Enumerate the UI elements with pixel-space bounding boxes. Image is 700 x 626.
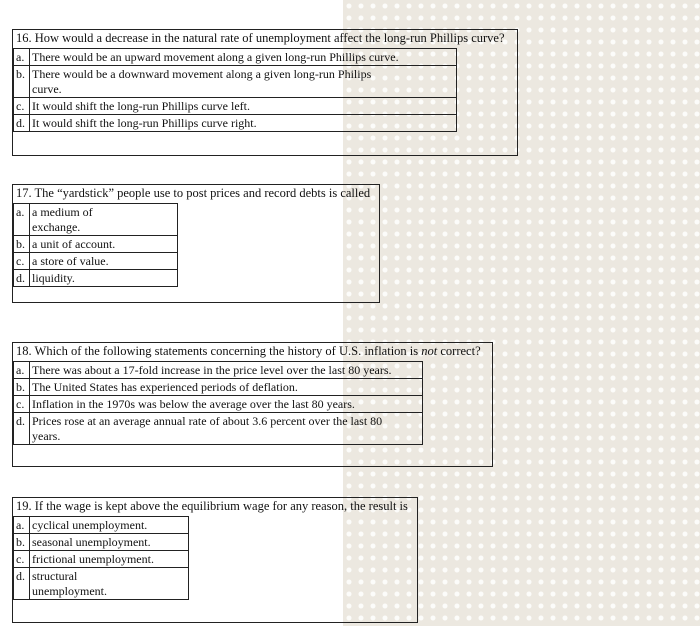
option-18a[interactable] (14, 362, 423, 379)
option-18c[interactable] (14, 396, 423, 413)
option-letter: a. (14, 204, 30, 236)
option-text: There was about a 17-fold increase in the price level over the last 80 years. (30, 362, 423, 379)
option-17b[interactable] (14, 236, 178, 253)
option-letter: a. (14, 517, 30, 534)
option-letter: c. (14, 551, 30, 568)
question-19-stem (16, 499, 408, 514)
question-text: How would a decrease in the natural rate of unemployment affect the long-run Phillips curve? (34, 31, 505, 45)
option-letter: d. (14, 568, 30, 600)
question-number: 19. (16, 499, 32, 513)
option-16d[interactable] (14, 115, 457, 132)
option-letter: d. (14, 413, 30, 445)
option-letter: a. (14, 362, 30, 379)
question-number: 18. (16, 344, 32, 358)
question-emphasis: not (421, 344, 438, 358)
option-letter: b. (14, 66, 30, 98)
option-letter: a. (14, 49, 30, 66)
question-17 (12, 184, 380, 303)
option-letter: b. (14, 236, 30, 253)
options-table-17 (13, 203, 178, 287)
option-18b[interactable] (14, 379, 423, 396)
question-text: The “yardstick” people use to post prices and record debts is called (34, 186, 371, 200)
question-text-end: correct? (437, 344, 481, 358)
question-text: If the wage is kept above the equilibrium wage for any reason, the result is (34, 499, 408, 513)
options-table-18 (13, 361, 423, 445)
option-text: Prices rose at an average annual rate of about 3.6 percent over the last 80 years. (30, 413, 423, 445)
option-text: cyclical unemployment. (30, 517, 189, 534)
option-text: Inflation in the 1970s was below the average over the last 80 years. (30, 396, 423, 413)
option-letter: c. (14, 396, 30, 413)
option-17a[interactable] (14, 204, 178, 236)
question-16-stem (16, 31, 505, 46)
option-17c[interactable] (14, 253, 178, 270)
option-text: There would be an upward movement along a given long-run Phillips curve. (30, 49, 457, 66)
option-text: a store of value. (30, 253, 178, 270)
options-table-19 (13, 516, 189, 600)
option-letter: b. (14, 534, 30, 551)
option-16a[interactable] (14, 49, 457, 66)
option-19d[interactable] (14, 568, 189, 600)
option-16b[interactable] (14, 66, 457, 98)
option-text: The United States has experienced periods of deflation. (30, 379, 423, 396)
option-19a[interactable] (14, 517, 189, 534)
option-text: a medium of exchange. (30, 204, 178, 236)
option-text: seasonal unemployment. (30, 534, 189, 551)
option-text: liquidity. (30, 270, 178, 287)
option-text: a unit of account. (30, 236, 178, 253)
question-18 (12, 342, 493, 467)
option-text: frictional unemployment. (30, 551, 189, 568)
option-letter: d. (14, 270, 30, 287)
option-18d[interactable] (14, 413, 423, 445)
option-19b[interactable] (14, 534, 189, 551)
question-17-stem (16, 186, 370, 201)
question-19 (12, 497, 418, 623)
question-text: Which of the following statements concerning the history of U.S. inflation is (34, 344, 422, 358)
option-text: It would shift the long-run Phillips curve left. (30, 98, 457, 115)
option-text: It would shift the long-run Phillips curve right. (30, 115, 457, 132)
option-16c[interactable] (14, 98, 457, 115)
option-text: structural unemployment. (30, 568, 189, 600)
option-text: There would be a downward movement along a given long-run Philips curve. (30, 66, 457, 98)
question-number: 17. (16, 186, 32, 200)
option-letter: b. (14, 379, 30, 396)
question-16 (12, 29, 518, 156)
option-19c[interactable] (14, 551, 189, 568)
option-letter: c. (14, 253, 30, 270)
option-17d[interactable] (14, 270, 178, 287)
option-letter: d. (14, 115, 30, 132)
question-18-stem (16, 344, 481, 359)
option-letter: c. (14, 98, 30, 115)
options-table-16 (13, 48, 457, 132)
question-number: 16. (16, 31, 32, 45)
